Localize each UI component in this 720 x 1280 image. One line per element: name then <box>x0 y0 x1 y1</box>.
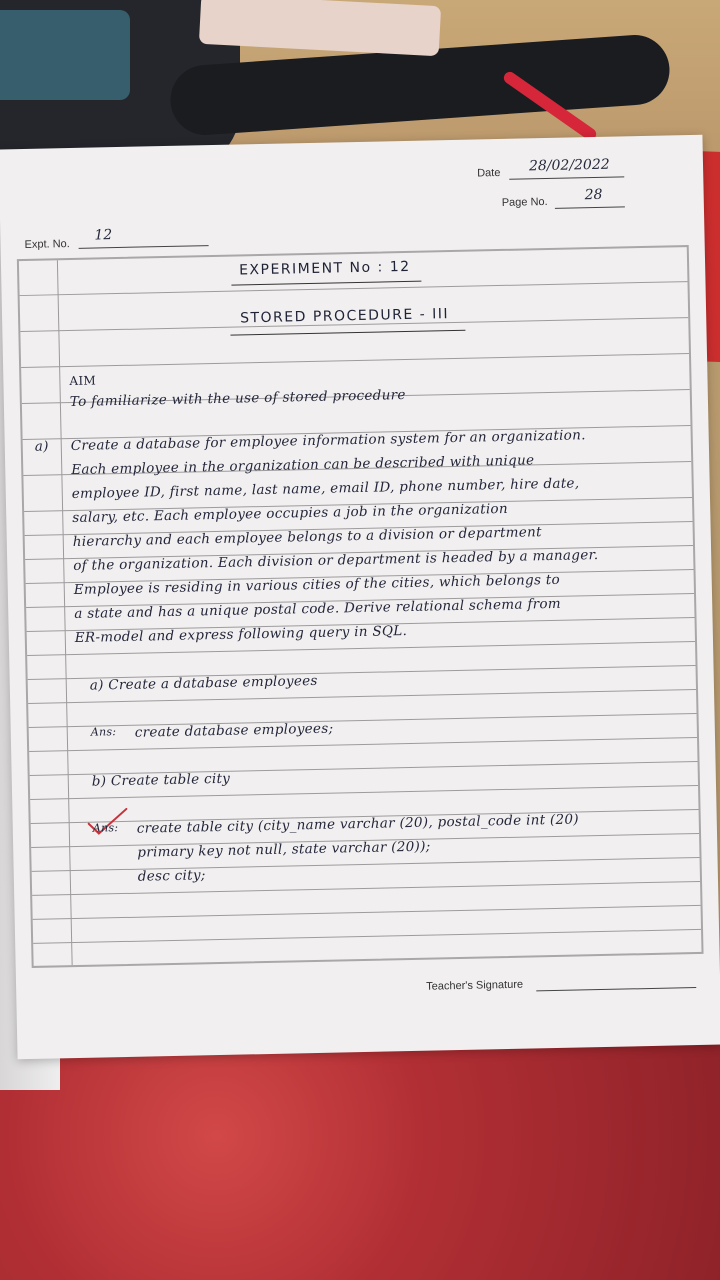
question-line: a state and has a unique postal code. Derive relational schema from <box>74 595 562 622</box>
ruled-line <box>29 713 697 728</box>
ruled-line <box>21 353 689 368</box>
teacher-signature-line <box>536 987 696 991</box>
ruled-line <box>32 881 700 896</box>
question-line: ER-model and express following query in SQL. <box>74 623 408 646</box>
page-no-value: 28 <box>584 186 603 204</box>
red-cloth <box>0 1040 720 1280</box>
part-b-answer-line: primary key not null, state varchar (20)); <box>137 838 431 861</box>
experiment-title: EXPERIMENT No : 12 <box>238 258 411 279</box>
ruled-line <box>33 905 701 920</box>
page-no-label: Page No. <box>501 195 548 209</box>
part-a-answer-label: Ans: <box>90 725 117 739</box>
question-line: salary, etc. Each employee occupies a job in the organization <box>72 500 509 527</box>
subject-title: STORED PROCEDURE - III <box>239 306 450 327</box>
question-line: Each employee in the organization can be described with unique <box>71 452 535 479</box>
expt-no-value: 12 <box>94 227 113 244</box>
question-line: Create a database for employee information system for an organization. <box>70 427 586 455</box>
expt-no-line <box>79 245 209 249</box>
question-marker: a) <box>34 438 49 455</box>
part-a-prompt: a) Create a database employees <box>89 672 318 694</box>
expt-no-label: Expt. No. <box>24 238 70 251</box>
backpack-mesh-pocket <box>0 10 130 100</box>
question-line: of the organization. Each division or department is headed by a manager. <box>73 547 599 574</box>
ruled-line <box>33 929 701 944</box>
ruled-line <box>29 737 697 752</box>
ruled-line <box>32 857 700 872</box>
question-line: hierarchy and each employee belongs to a division or department <box>72 524 542 551</box>
aim-text: To familiarize with the use of stored procedure <box>69 387 406 411</box>
teacher-signature-label: Teacher's Signature <box>426 978 524 993</box>
part-b-prompt: b) Create table city <box>91 770 231 790</box>
question-line: Employee is residing in various cities of the cities, which belongs to <box>73 571 561 598</box>
notebook-page <box>0 135 720 1060</box>
part-a-answer: create database employees; <box>134 720 334 741</box>
date-line <box>509 176 624 179</box>
page-no-line <box>555 206 625 208</box>
part-b-answer-line: create table city (city_name varchar (20), postal_code int (20) <box>136 811 580 837</box>
date-value: 28/02/2022 <box>528 156 610 175</box>
date-label: Date <box>477 166 501 180</box>
ruled-line <box>20 281 688 296</box>
part-b-answer-line: desc city; <box>137 867 206 885</box>
question-line: employee ID, first name, last name, email ID, phone number, hire date, <box>71 475 580 503</box>
part-b-answer-label: Ans: <box>92 821 119 835</box>
aim-label: AIM <box>69 373 97 389</box>
